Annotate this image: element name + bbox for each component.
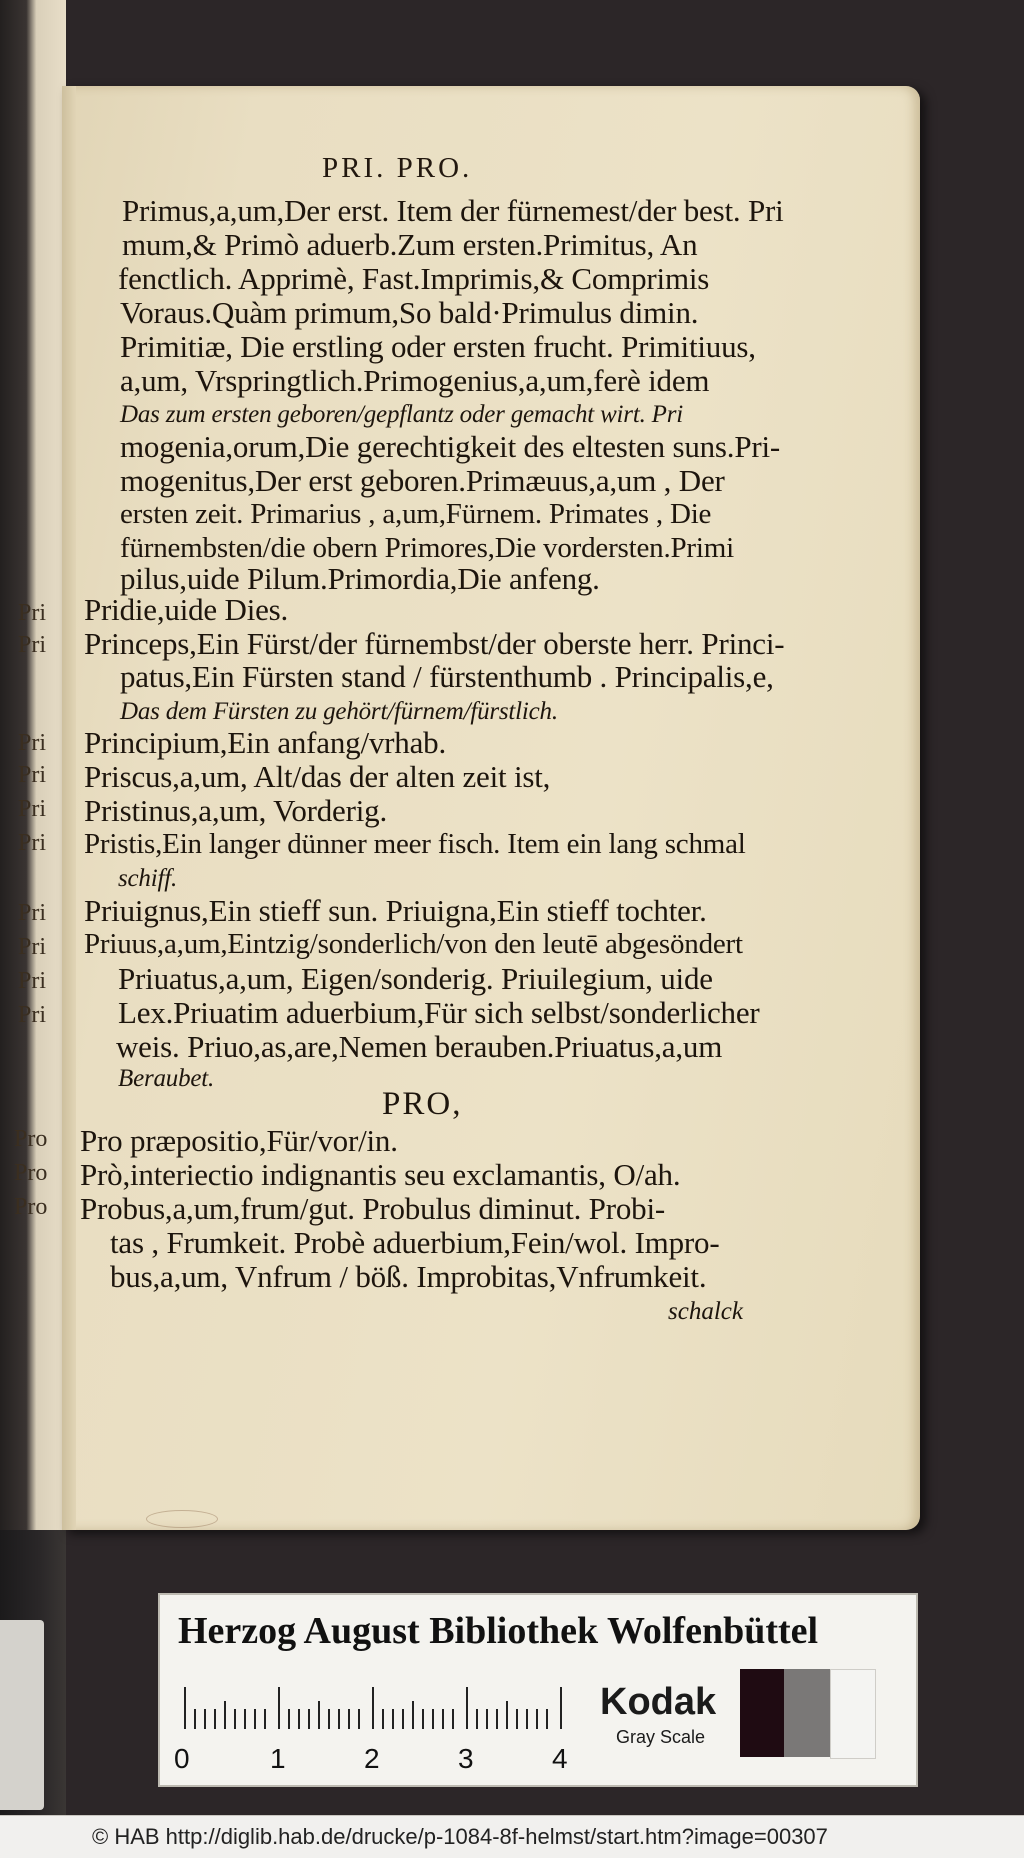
ruler-number: 4 (552, 1743, 568, 1774)
ruler-tick (476, 1709, 478, 1729)
ruler-number: 3 (458, 1743, 474, 1774)
ruler-tick (392, 1709, 394, 1729)
text-line: Pridie,uide Dies. (84, 592, 289, 627)
text-line: a,um, Vrspringtlich.Primogenius,a,um,ferè idem (120, 363, 710, 398)
section-heading: PRO, (382, 1086, 463, 1122)
kodak-logo: Kodak (600, 1681, 717, 1723)
ruler-tick (264, 1709, 266, 1729)
ruler-tick (382, 1709, 384, 1729)
ruler-tick (486, 1709, 488, 1729)
adjacent-fragment: Pri (18, 632, 47, 658)
ruler-tick (254, 1709, 256, 1729)
text-line: tas , Frumkeit. Probè aduerbium,Fein/wol. Impro- (110, 1225, 720, 1260)
ruler-tick (372, 1687, 374, 1729)
text-line: fenctlich. Apprimè, Fast.Imprimis,& Comprimis (118, 261, 710, 296)
ruler-scale (184, 1687, 564, 1729)
text-line: Priuus,a,um,Eintzig/sonderlich/von den leutē abgesöndert (84, 928, 743, 960)
adjacent-fragment: Pri (18, 830, 47, 856)
text-line: ersten zeit. Primarius , a,um,Fürnem. Primates , Die (120, 498, 712, 530)
ruler-tick (244, 1709, 246, 1729)
ruler-tick (516, 1709, 518, 1729)
text-line: Voraus.Quàm primum,So bald·Primulus dimin. (120, 295, 699, 330)
ruler-tick (194, 1709, 196, 1729)
text-line: Priuatus,a,um, Eigen/sonderig. Priuilegium, uide (118, 961, 713, 996)
ruler-tick (560, 1687, 562, 1729)
running-head: PRI. PRO. (322, 152, 473, 184)
text-line: Prò,interiectio indignantis seu exclamantis, O/ah. (80, 1157, 681, 1192)
gray-scale-label: Gray Scale (616, 1727, 706, 1747)
text-line: Lex.Priuatim aduerbium,Für sich selbst/sonderlicher (118, 995, 760, 1030)
adjacent-fragment: Pri (18, 900, 47, 926)
text-line: Das zum ersten geboren/gepflantz oder gemacht wirt. Pri (120, 401, 684, 428)
text-line: weis. Priuo,as,are,Nemen berauben.Priuatus,a,um (116, 1029, 723, 1064)
ruler-tick (298, 1709, 300, 1729)
target-title: Herzog August Bibliothek Wolfenbüttel (178, 1610, 819, 1652)
ruler-number: 0 (174, 1743, 190, 1774)
ruler-tick (506, 1701, 508, 1729)
text-line: pilus,uide Pilum.Primordia,Die anfeng. (120, 561, 600, 596)
ruler-tick (402, 1709, 404, 1729)
swatch-white (830, 1669, 876, 1759)
ruler-tick (536, 1709, 538, 1729)
text-line: Pristis,Ein langer dünner meer fisch. Item ein lang schmal (84, 828, 746, 860)
text-line: mogenitus,Der erst geboren.Primæuus,a,um , Der (120, 463, 725, 498)
ruler-number: 1 (270, 1743, 286, 1774)
text-line: Priuignus,Ein stieff sun. Priuigna,Ein stieff tochter. (84, 893, 707, 928)
adjacent-fragment: Pri (18, 968, 47, 994)
ruler-tick (318, 1701, 320, 1729)
adjacent-fragment: Pri (18, 730, 47, 756)
text-line: Priscus,a,um, Alt/das der alten zeit ist, (84, 759, 551, 794)
ruler-tick (278, 1687, 280, 1729)
text-line: Principium,Ein anfang/vrhab. (84, 725, 447, 760)
ruler-tick (224, 1701, 226, 1729)
ruler-tick (234, 1709, 236, 1729)
copyright-url[interactable]: © HAB http://diglib.hab.de/drucke/p-1084-8f-helmst/start.htm?image=00307 (92, 1824, 828, 1849)
text-line: Probus,a,um,frum/gut. Probulus diminut. Probi- (80, 1191, 665, 1226)
adjacent-fragment: Pri (18, 600, 47, 626)
ruler-tick (358, 1709, 360, 1729)
text-line: Pristinus,a,um, Vorderig. (84, 793, 388, 828)
text-line: Primus,a,um,Der erst. Item der fürnemest/der best. Pri (122, 193, 784, 228)
ruler-tick (466, 1687, 468, 1729)
color-calibration-target (158, 1593, 918, 1787)
text-line: Beraubet. (118, 1065, 215, 1092)
footer-bar (0, 1815, 1024, 1858)
ruler-tick (204, 1709, 206, 1729)
text-line: Princeps,Ein Fürst/der fürnembst/der oberste herr. Princi- (84, 626, 785, 661)
ruler-tick (526, 1709, 528, 1729)
ruler-tick (546, 1709, 548, 1729)
text-line: mum,& Primò aduerb.Zum ersten.Primitus, An (122, 227, 698, 262)
ruler-tick (432, 1709, 434, 1729)
ruler-tick (328, 1709, 330, 1729)
ruler-tick (308, 1709, 310, 1729)
ruler-tick (184, 1687, 186, 1729)
ruler-tick (338, 1709, 340, 1729)
text-line: Primitiæ, Die erstling oder ersten frucht. Primitiuus, (120, 329, 756, 364)
library-stamp-label (0, 1620, 44, 1810)
text-line: schiff. (118, 865, 178, 892)
ruler-tick (496, 1709, 498, 1729)
adjacent-fragment: Pri (18, 1002, 47, 1028)
page-gutter (62, 86, 76, 1530)
catchword: schalck (668, 1298, 743, 1325)
text-line: patus,Ein Fürsten stand / fürstenthumb . Principalis,e, (120, 659, 774, 694)
adjacent-fragment: Pro (14, 1160, 48, 1186)
text-line: Das dem Fürsten zu gehört/fürnem/fürstlich. (120, 698, 558, 725)
ruler-tick (214, 1709, 216, 1729)
ruler-number: 2 (364, 1743, 380, 1774)
adjacent-fragment: Pri (18, 762, 47, 788)
text-line: fürnembsten/die obern Primores,Die vordersten.Primi (120, 532, 734, 564)
adjacent-fragment: Pri (18, 796, 47, 822)
text-line: Pro præpositio,Für/vor/in. (80, 1123, 398, 1158)
swatch-black (740, 1669, 784, 1757)
swatch-gray (784, 1669, 830, 1757)
ruler-tick (442, 1709, 444, 1729)
ruler-tick (452, 1709, 454, 1729)
adjacent-fragment: Pro (14, 1126, 48, 1152)
ruler-tick (422, 1709, 424, 1729)
adjacent-fragment: Pri (18, 934, 47, 960)
adjacent-fragment: Pro (14, 1194, 48, 1220)
text-line: mogenia,orum,Die gerechtigkeit des eltesten suns.Pri- (120, 429, 781, 464)
page-blemish (146, 1510, 218, 1528)
ruler-tick (348, 1709, 350, 1729)
ruler-tick (412, 1701, 414, 1729)
text-line: bus,a,um, Vnfrum / böß. Improbitas,Vnfrumkeit. (110, 1259, 707, 1294)
ruler-tick (288, 1709, 290, 1729)
